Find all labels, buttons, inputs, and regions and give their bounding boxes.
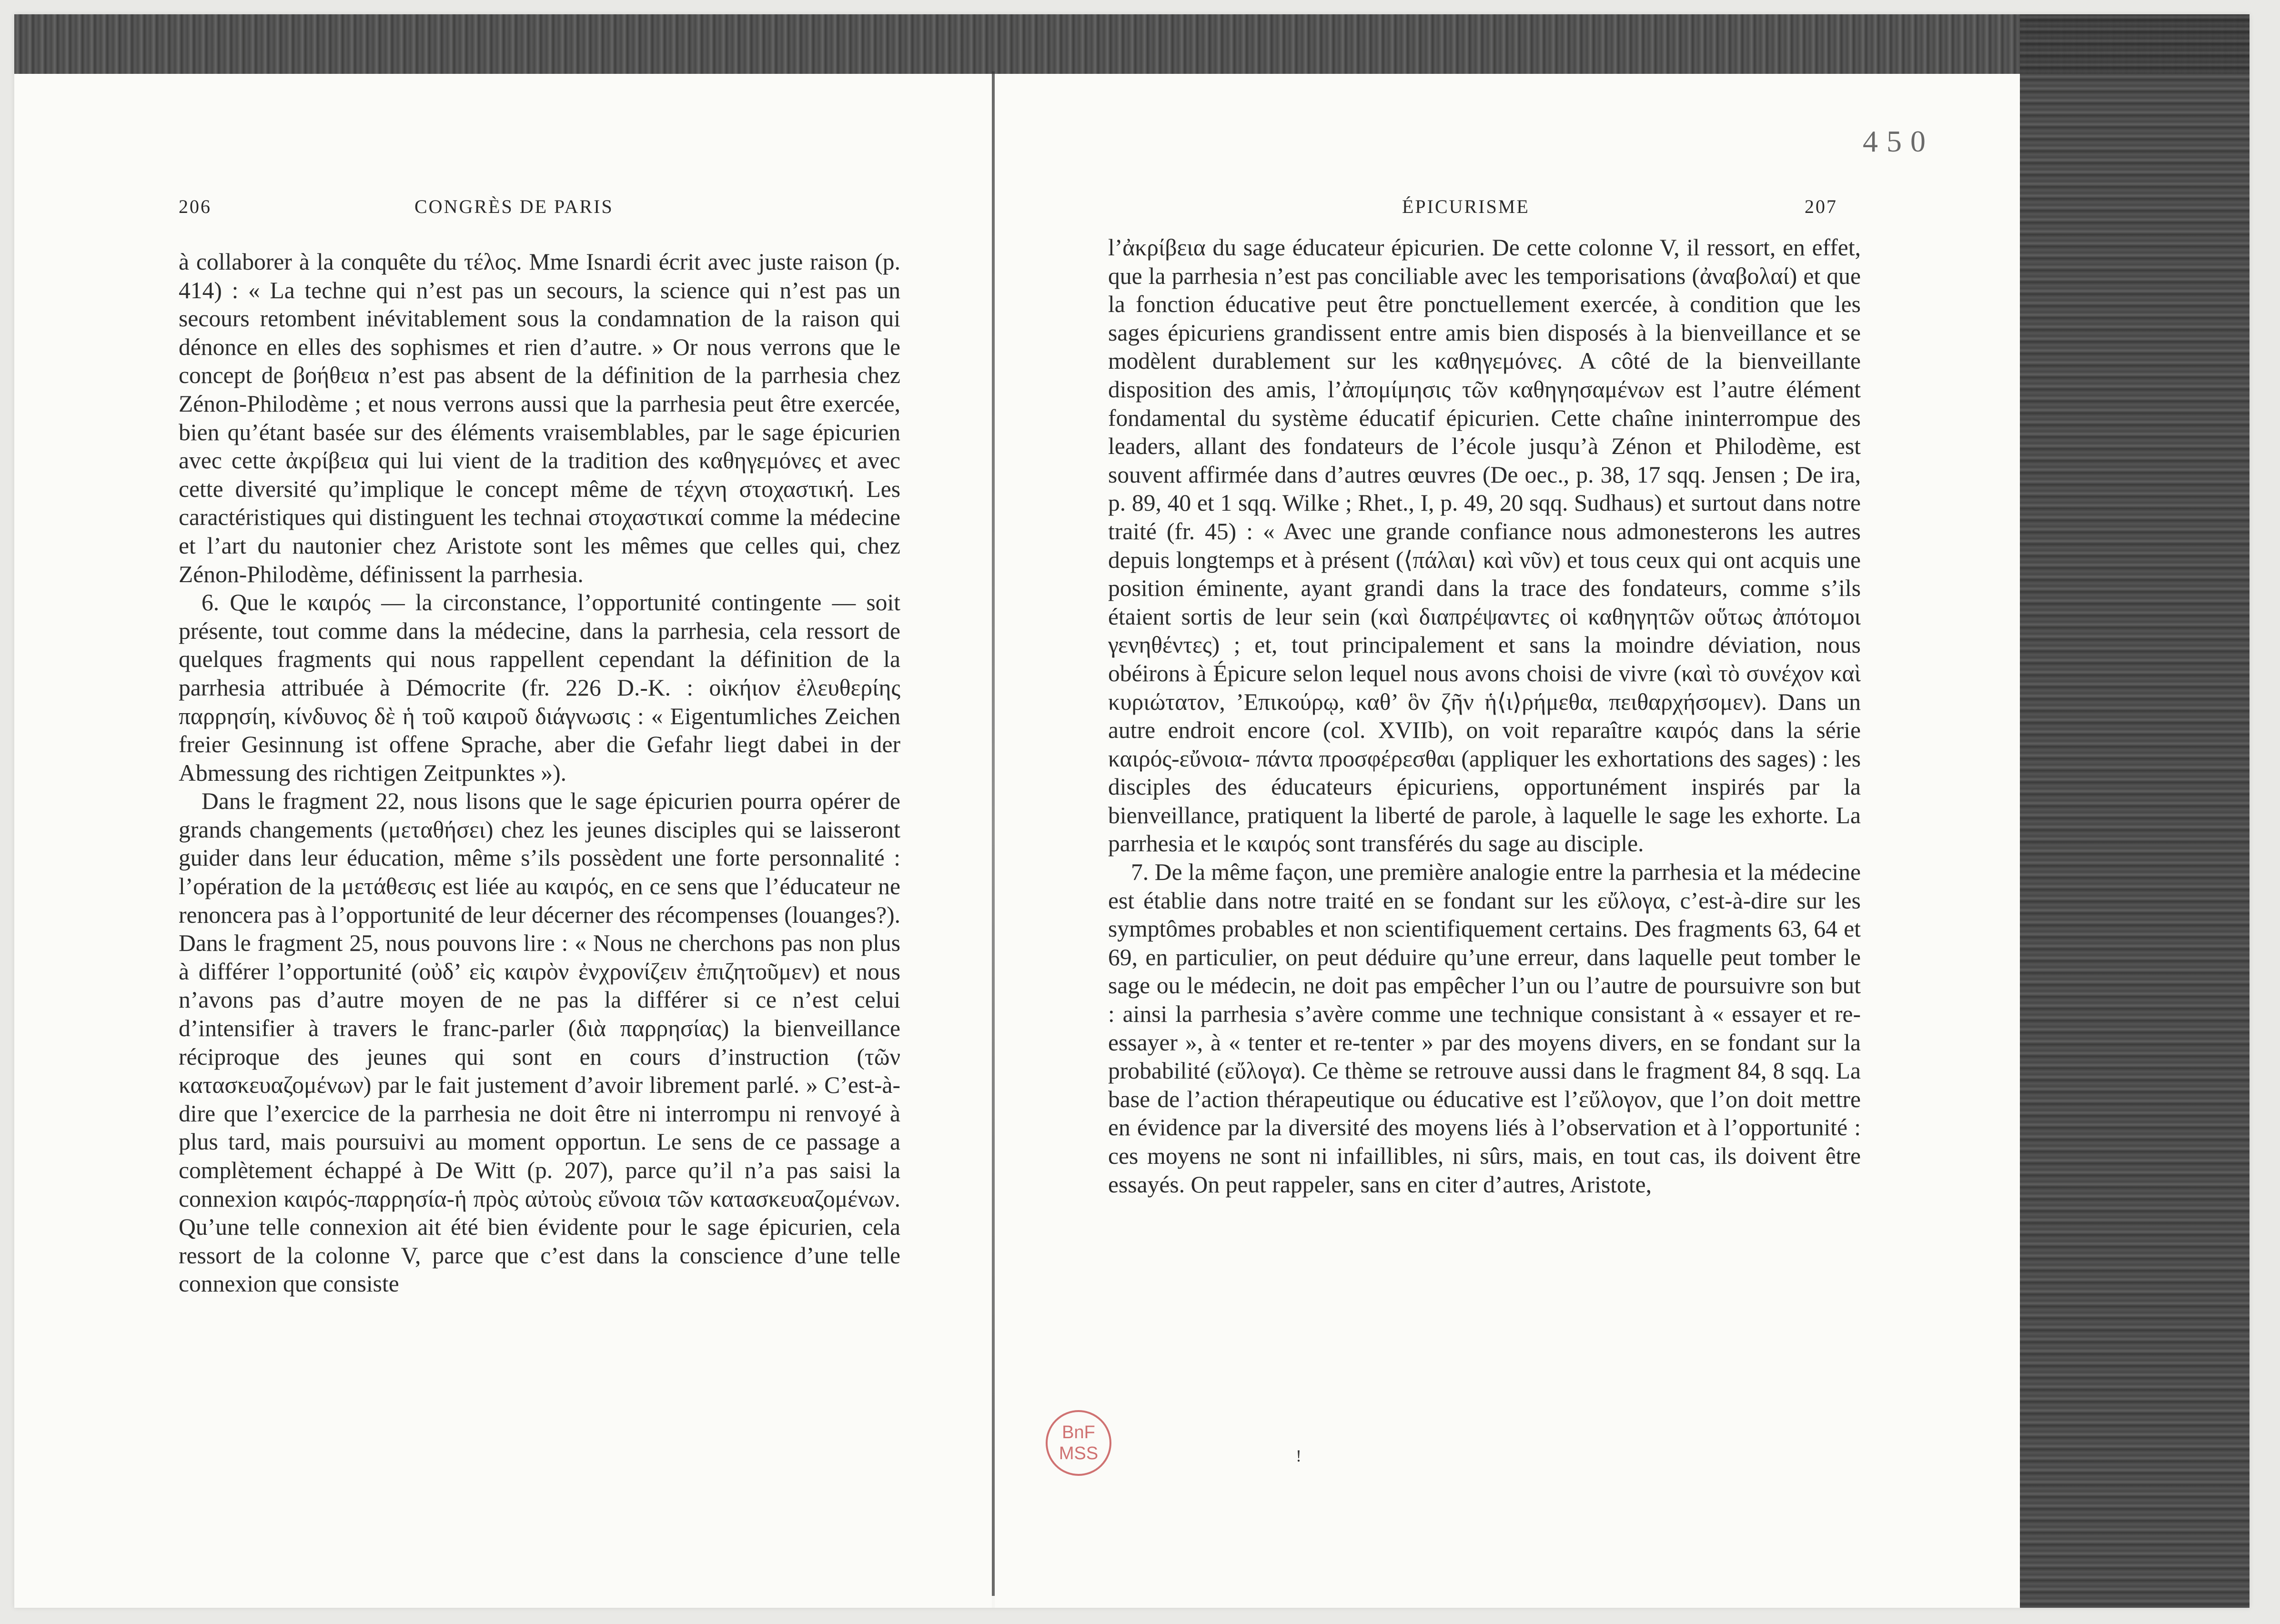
scan-shadow-right: [2020, 14, 2250, 1608]
right-running-head: ÉPICURISME: [1402, 196, 1530, 217]
left-page-number: 206: [179, 196, 212, 217]
left-text-column: [179, 248, 900, 1298]
right-paragraph-1: l’ἀκρίβεια du sage éducateur épicurien. De cette colonne V, il ressort, en effet, que la parrhesia n’est pas conciliable avec les temporisations (ἀναβολαί) et que la fonction éducative peut être ponctuellement exercée, à condition que les sages épicuriens grandissent entre amis bien disposés à la bienveillance et se modèlent durablement sur les καθηγεμόνες. A côté de la bienveillante disposition des amis, l’ἀπομίμησις τῶν καθηγησαμένων est l’autre élément fondamental du système éducatif épicurien. Cette chaîne ininterrompue des leaders, allant des fondateurs de l’école jusqu’à Zénon et Philodème, est souvent affirmée dans d’autres œuvres (De oec., p. 38, 17 sqq. Jensen ; De ira, p. 89, 40 et 1 sqq. Wilke ; Rhet., I, p. 49, 20 sqq. Sudhaus) et surtout dans notre traité (fr. 45) : « Avec une grande confiance nous admonesterons les autres depuis longtemps et à présent (⟨πάλαι⟩ καὶ νῦν) et tous ceux qui ont acquis une position éminente, ayant grandi dans la trace des fondateurs, comme s’ils étaient sortis de leur sein (καὶ διαπρέψαντες οἱ καθηγητῶν οὕτως ἀπότομοι γενηθέντες) ; et, tout principalement et sans la moindre déviation, nous obéirons à Épicure selon lequel nous avons choisi de vivre (καὶ τὸ συνέχον καὶ κυριώτατον, ’Επικούρῳ, καθ’ ὃν ζῆν ἡ⟨ι⟩ρήμεθα, πειθαρχήσομεν). Dans un autre endroit encore (col. XVIIb), on voit reparaître καιρός dans la série καιρός-εὔνοια- πάντα προσφέρεσθαι (appliquer les exhortations des sages) : les disciples des éducateurs épicuriens, opportunément inspirés par la bienveillance, pratiquent la liberté de parole, à laquelle le sage les exhorte. La parrhesia et le καιρός sont transférés du sage au disciple.: [1108, 234, 1861, 857]
left-running-head: CONGRÈS DE PARIS: [414, 196, 614, 217]
left-paragraph-1: à collaborer à la conquête du τέλος. Mme Isnardi écrit avec juste raison (p. 414) : « La techne qui n’est pas un secours, la science qui n’est pas un secours retombent inévitablement sous la condamnation de la raison qui dénonce en elles des sophismes et rien d’autre. » Or nous verrons que le concept de βοήθεια n’est pas absent de la définition de la parrhesia chez Zénon-Philodème ; et nous verrons aussi que la parrhesia peut être exercée, bien qu’étant basée sur des éléments vraisemblables, par le sage épicurien avec cette ἀκρίβεια qui lui vient de la tradition des καθηγεμόνες et avec cette diversité qu’implique le concept même de τέχνη στοχαστική. Les caractéristiques qui distinguent les technai στοχαστικαί comme la médecine et l’art du nautonier chez Aristote sont les mêmes que celles qui, chez Zénon-Philodème, définissent la parrhesia.: [179, 249, 900, 587]
right-page-number: 207: [1805, 196, 1837, 217]
library-stamp: [1046, 1410, 1111, 1476]
right-paragraph-2: 7. De la même façon, une première analogie entre la parrhesia et la médecine est établie dans notre traité en se fondant sur les εὔλογα, c’est-à-dire sur les symptômes probables et non scientifiquement certains. Des fragments 63, 64 et 69, en particulier, on peut déduire qu’une erreur, dans laquelle peut tomber le sage ou le médecin, ne doit pas empêcher l’un ou l’autre de poursuivre son but : ainsi la parrhesia s’avère comme une technique consistant à « essayer et re-essayer », à « tenter et re-tenter » par des moyens divers, en se fondant sur la probabilité (εὔλογα). Ce thème se retrouve aussi dans le fragment 84, 8 sqq. La base de l’action thérapeutique ou éducative est l’εὔλογον, que l’on doit mettre en évidence par la diversité des moyens liés à l’observation et à l’opportunité : ces moyens ne sont ni infaillibles, ni sûrs, mais, en tout cas, ils doivent être essayés. On peut rappeler, sans en citer d’autres, Aristote,: [1108, 859, 1861, 1198]
stamp-line-1: BnF: [1062, 1422, 1095, 1442]
right-page: [995, 74, 2020, 1608]
right-text-column: [1108, 233, 1861, 1199]
scanned-sheet: [14, 14, 2250, 1608]
scan-shadow-top: [14, 14, 2250, 74]
stray-mark: !: [1296, 1446, 1301, 1465]
left-page: [14, 74, 992, 1608]
left-paragraph-3: Dans le fragment 22, nous lisons que le sage épicurien pourra opérer de grands changements (μεταθήσει) chez les jeunes disciples qui se laisseront guider dans leur éducation, même s’ils possèdent une forte personnalité : l’opération de la μετάθεσις est liée au καιρός, en ce sens que l’éducateur ne renoncera pas à l’opportunité de leur décerner des récompenses (louanges?). Dans le fragment 25, nous pouvons lire : « Nous ne cherchons pas non plus à différer l’opportunité (οὐδ’ εἰς καιρὸν ἐνχρονίζειν ἐπιζητοῦμεν) et nous n’avons pas d’autre moyen de ne pas la différer si ce n’est celui d’intensifier à travers le franc-parler (διὰ παρρησίας) la bienveillance réciproque des jeunes qui sont en cours d’instruction (τῶν κατασκευαζομένων) par le fait justement d’avoir librement parlé. » C’est-à-dire que l’exercice de la parrhesia ne doit être ni interrompu ni renvoyé à plus tard, mais poursuivi au moment opportun. Le sens de ce passage a complètement échappé à De Witt (p. 207), parce qu’il n’a pas saisi la connexion καιρός-παρρησία-ἡ πρὸς αὐτοὺς εὔνοια τῶν κατασκευαζομένων. Qu’une telle connexion ait été bien évidente pour le sage épicurien, cela ressort de la colonne V, parce que c’est dans la conscience d’une telle connexion que consiste: [179, 788, 900, 1297]
folio-number: 450: [1863, 124, 1934, 158]
stamp-line-2: MSS: [1059, 1443, 1099, 1463]
left-paragraph-2: 6. Que le καιρός — la circonstance, l’opportunité contingente — soit présente, tout comme dans la médecine, dans la parrhesia, cela ressort de quelques fragments qui nous rappellent cependant la définition de la parrhesia attribuée à Démocrite (fr. 226 D.-K. : οἰκήιον ἐλευθερίης παρρησίη, κίνδυνος δὲ ἡ τοῦ καιροῦ διάγνωσις : « Eigentumliches Zeichen freier Gesinnung ist offene Sprache, aber die Gefahr liegt dabei in der Abmessung des richtigen Zeitpunktes »).: [179, 589, 900, 786]
